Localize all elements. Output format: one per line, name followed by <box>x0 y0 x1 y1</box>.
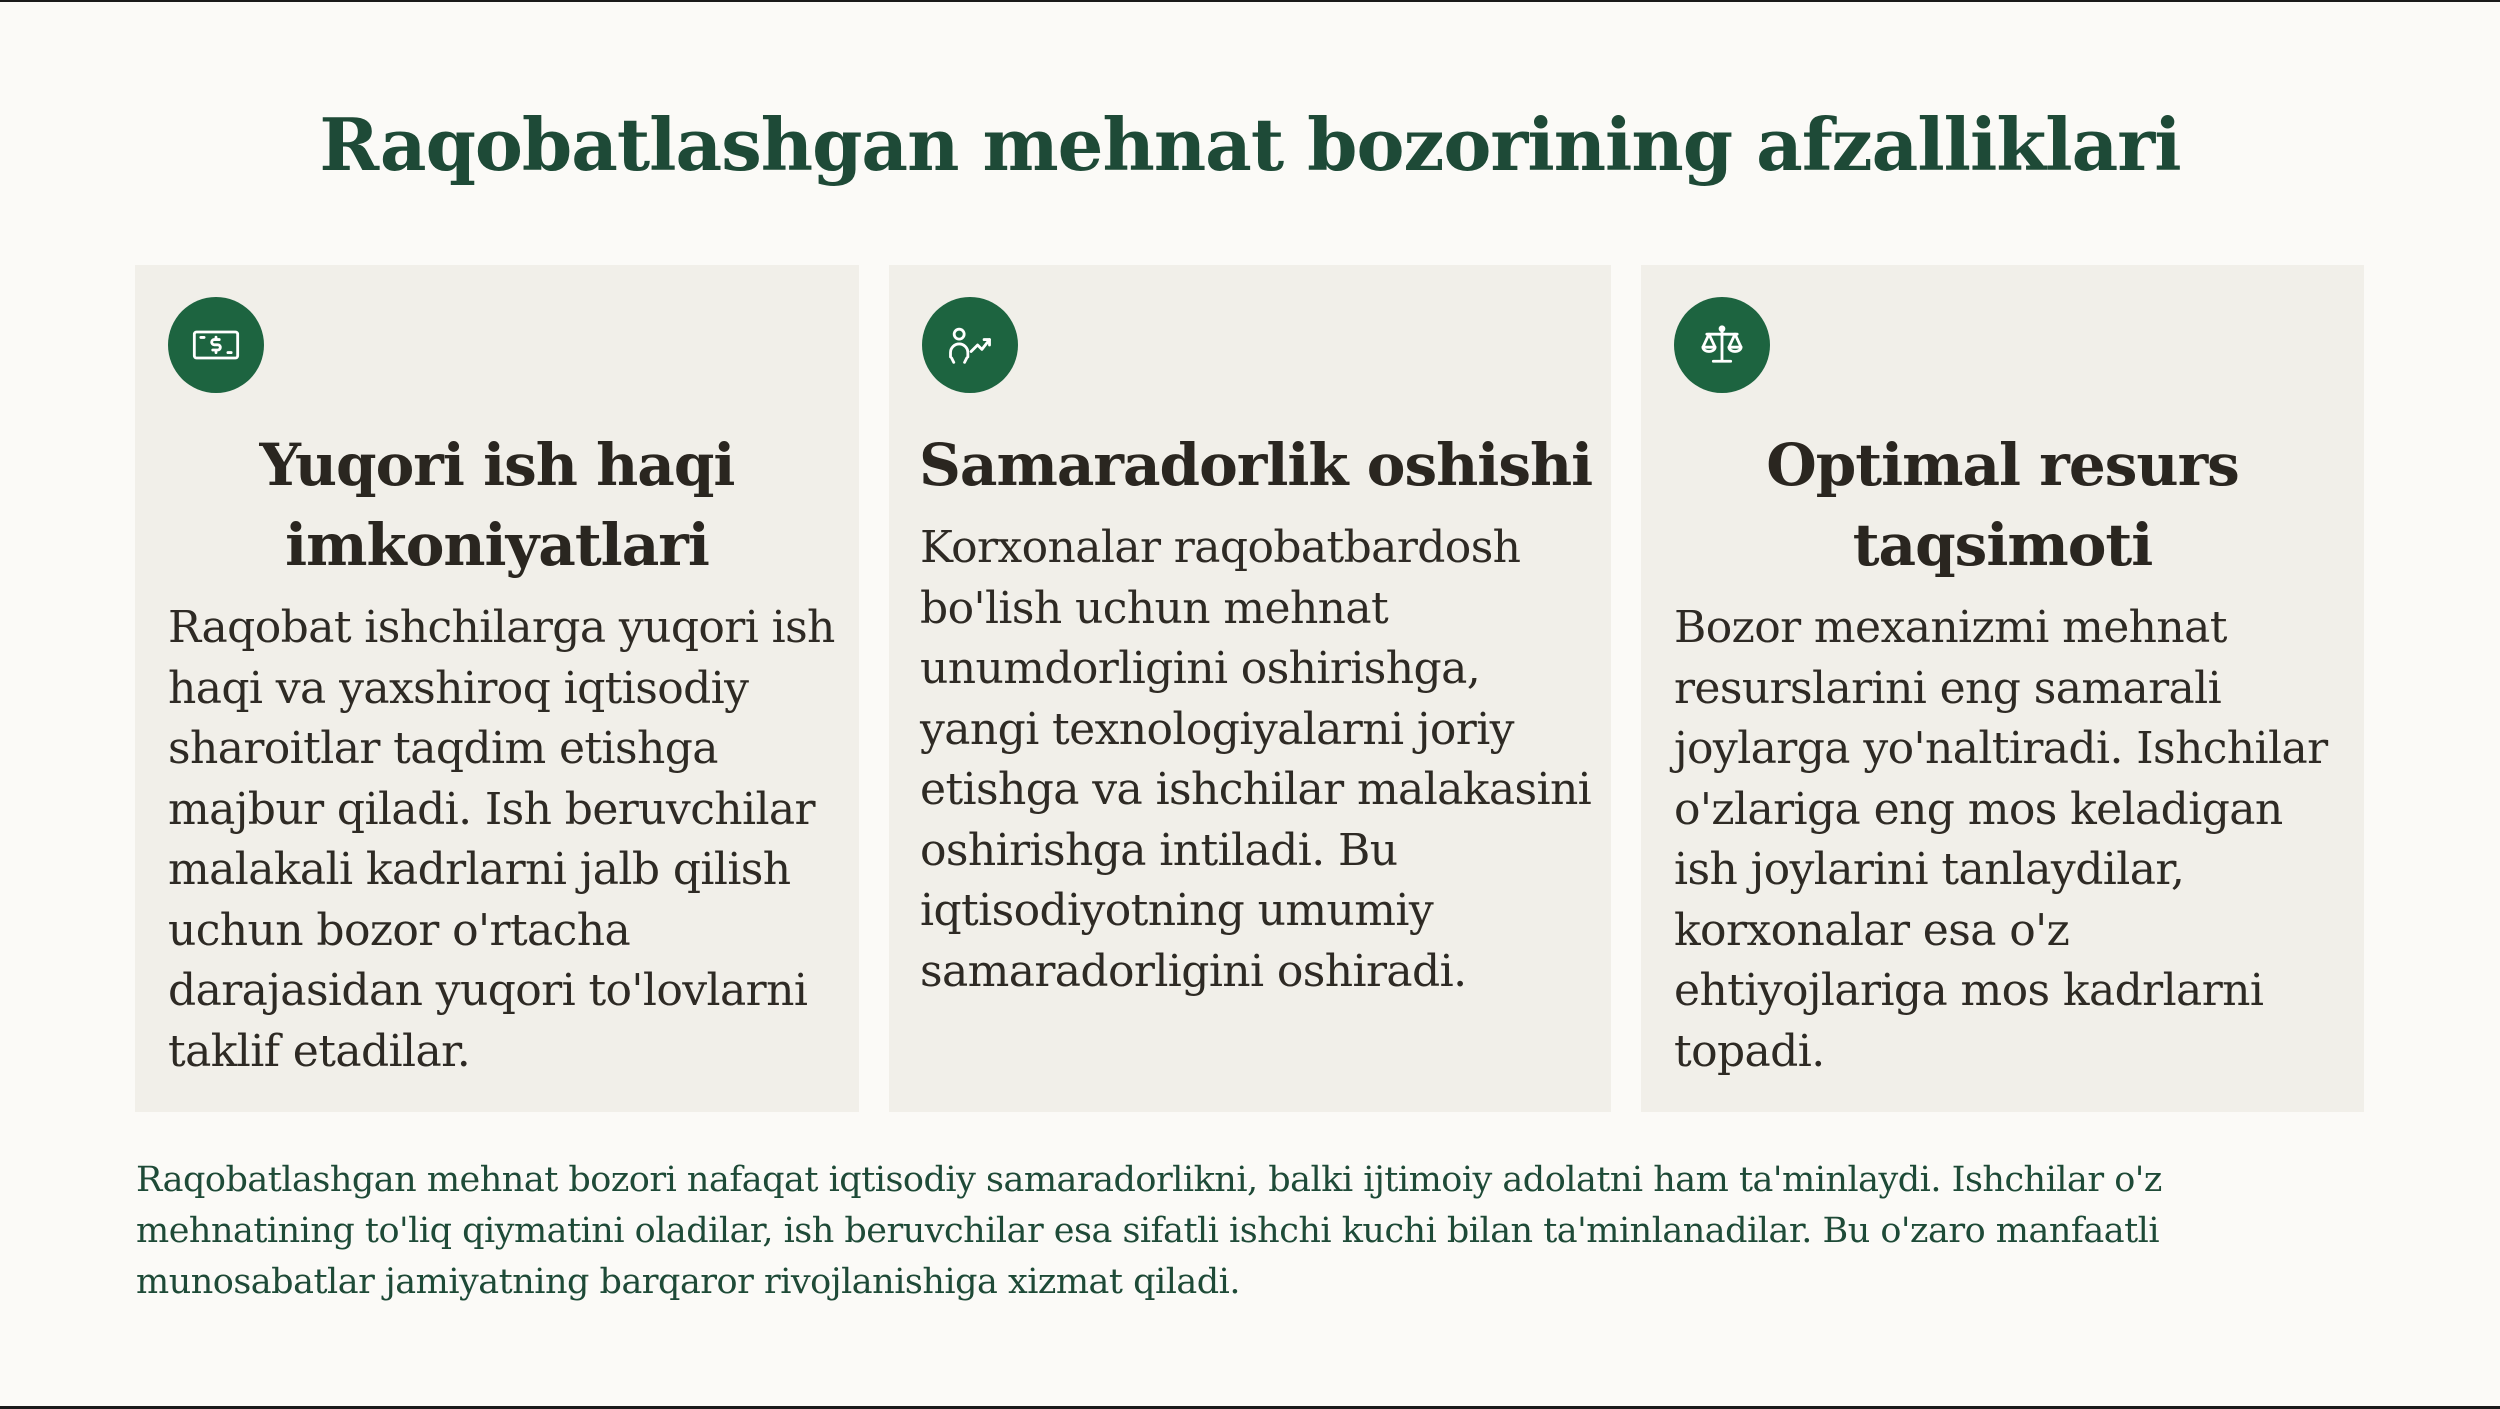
card-body: Bozor mexanizmi mehnat resurslarini eng samarali joylarga yo'naltiradi. Ishchilar o'zlariga eng mos keladigan ish joylarini tanlaydilar, korxonalar esa o'z ehtiyojlariga mos kadrlarni topadi. <box>1674 602 2328 1077</box>
balance-scale-icon <box>1674 297 1770 393</box>
card-title: Optimal resurs taqsimoti <box>1766 431 2239 579</box>
card-body: Raqobat ishchilarga yuqori ish haqi va yaxshiroq iqtisodiy sharoitlar taqdim etishga majbur qiladi. Ish beruvchilar malakali kadrlarni jalb qilish uchun bozor o'rtacha darajasidan yuqori to'lovlarni taklif etadilar. <box>168 602 835 1077</box>
money-bill-icon <box>168 297 264 393</box>
page-title: Raqobatlashgan mehnat bozorining afzalliklari <box>319 102 2181 187</box>
card-high-wages <box>135 265 859 1112</box>
summary-paragraph: Raqobatlashgan mehnat bozori nafaqat iqtisodiy samaradorlikni, balki ijtimoiy adolatni ham ta'minlaydi. Ishchilar o'z mehnatining to'liq qiymatini oladilar, ish beruvchilar esa sifatli ishchi kuchi bilan ta'minlanadilar. Bu o'zaro manfaatli munosabatlar jamiyatning barqaror rivojlanishiga xizmat qiladi. <box>136 1160 2162 1302</box>
card-body: Korxonalar raqobatbardosh bo'lish uchun mehnat unumdorligini oshirishga, yangi texnologiyalarni joriy etishga va ishchilar malakasini oshirishga intiladi. Bu iqtisodiyotning umumiy samaradorligini oshiradi. <box>920 522 1592 997</box>
card-resource-allocation <box>1641 265 2364 1112</box>
card-efficiency <box>889 265 1611 1112</box>
growth-person-icon <box>922 297 1018 393</box>
card-title: Samaradorlik oshishi <box>919 431 1593 499</box>
slide <box>0 2 2500 1406</box>
card-title: Yuqori ish haqi imkoniyatlari <box>259 431 735 579</box>
